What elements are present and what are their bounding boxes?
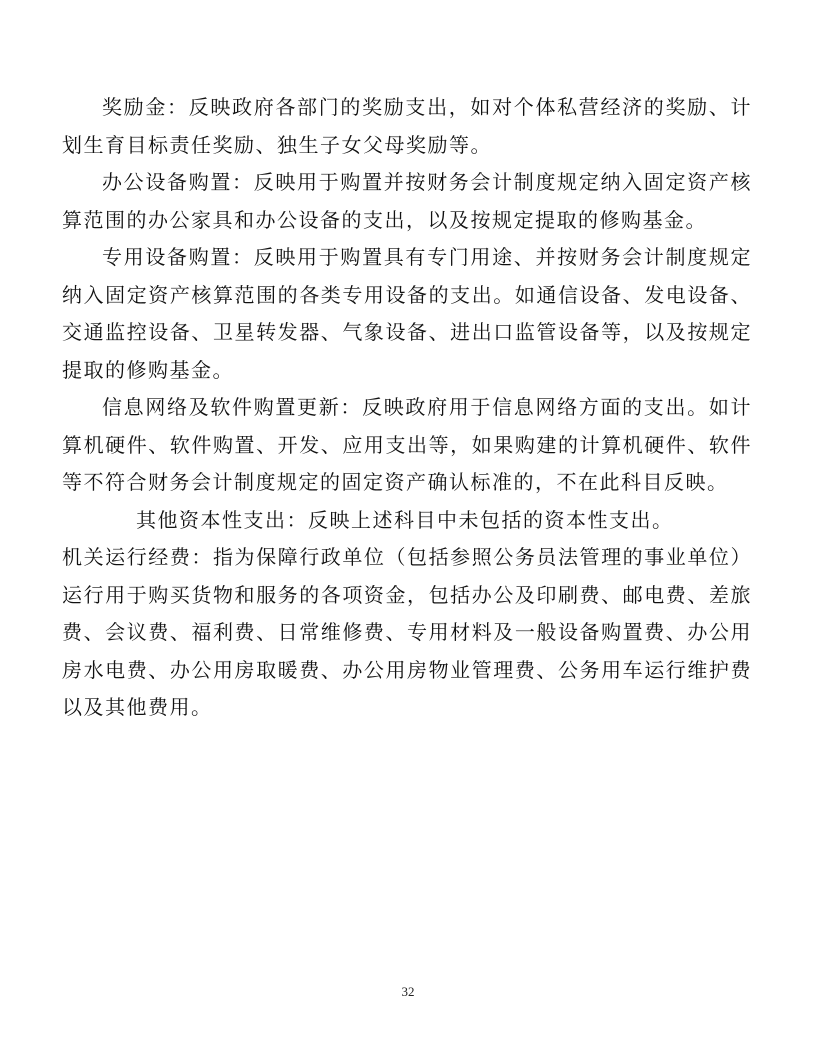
document-body — [62, 89, 752, 727]
paragraph-other-capital-expenditure: 其他资本性支出：反映上述科目中未包括的资本性支出。 — [136, 507, 674, 532]
paragraph-special-equipment-purchase: 专用设备购置：反映用于购置具有专门用途、并按财务会计制度规定纳入固定资产核算范围的各类专用设备的支出。如通信设备、发电设备、交通监控设备、卫星转发器、气象设备、进出口监管设备等，以及按规定提取的修购基金。 — [62, 245, 752, 382]
page-number: 32 — [401, 984, 415, 999]
paragraph-reward-funds: 奖励金：反映政府各部门的奖励支出，如对个体私营经济的奖励、计划生育目标责任奖励、独生子女父母奖励等。 — [62, 95, 752, 157]
paragraph-agency-operating-expenses: 机关运行经费：指为保障行政单位（包括参照公务员法管理的事业单位）运行用于购买货物和服务的各项资金，包括办公及印刷费、邮电费、差旅费、会议费、福利费、日常维修费、专用材料及一般设备购置费、办公用房水电费、办公用房取暖费、办公用房物业管理费、公务用车运行维护费以及其他费用。 — [62, 545, 752, 719]
paragraph-it-software-purchase: 信息网络及软件购置更新：反映政府用于信息网络方面的支出。如计算机硬件、软件购置、开发、应用支出等，如果购建的计算机硬件、软件等不符合财务会计制度规定的固定资产确认标准的，不在此科目反映。 — [62, 395, 752, 494]
paragraph-office-equipment-purchase: 办公设备购置：反映用于购置并按财务会计制度规定纳入固定资产核算范围的办公家具和办公设备的支出，以及按规定提取的修购基金。 — [62, 170, 752, 232]
